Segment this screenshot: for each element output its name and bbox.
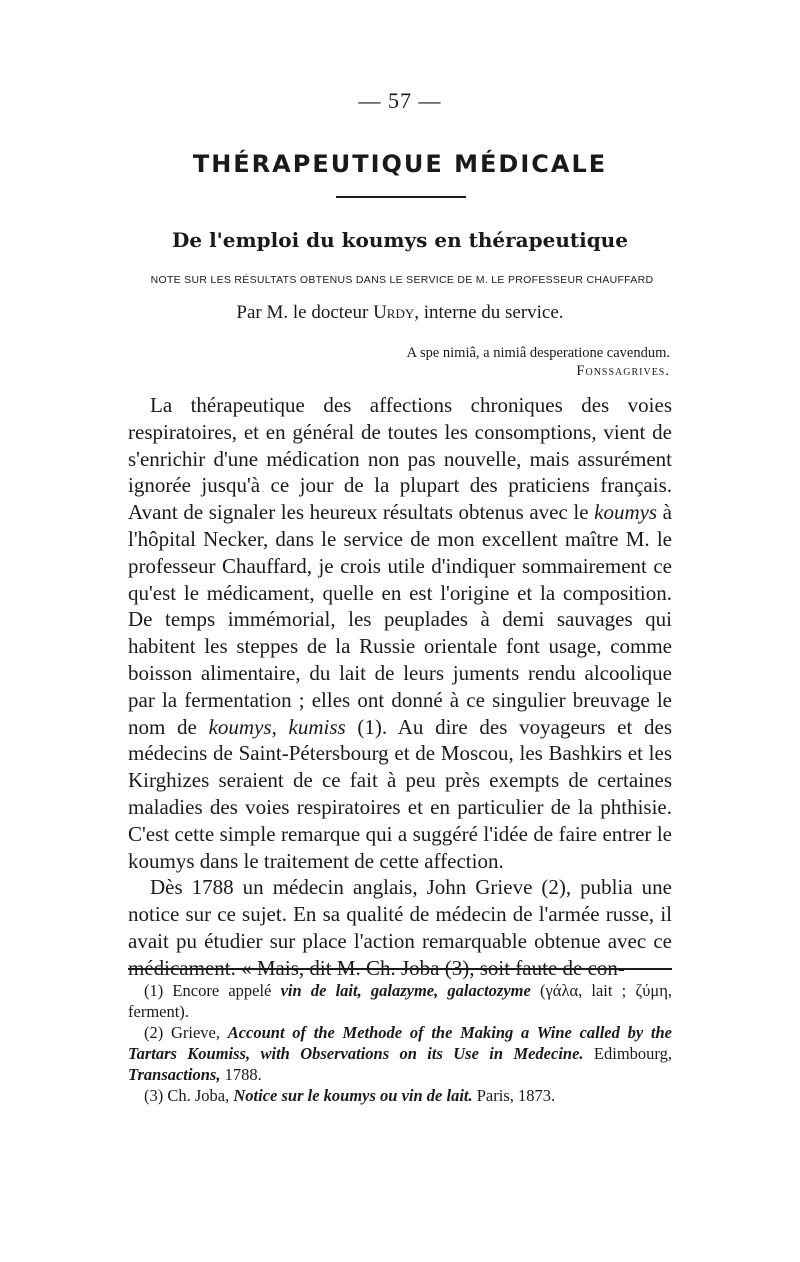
fn3-italic: Notice sur le koumys ou vin de lait.	[233, 1086, 473, 1105]
byline-suffix: , interne du service.	[414, 302, 564, 323]
paragraph-1	[128, 392, 672, 874]
page-number: — 57 —	[358, 88, 442, 113]
byline	[0, 302, 800, 324]
byline-author: Urdy	[373, 302, 415, 323]
section-title: THÉRAPEUTIQUE MÉDICALE	[192, 150, 608, 178]
p1-text-1: La thérapeutique des affections chroniques des voies respiratoires, et en général de toutes les consomptions, vient de s'enrichir d'une médication non pas nouvelle, mais assurément ignorée jusqu'à ce jour de la plupart des praticiens français. Avant de signaler les heureux résultats obtenus avec le	[128, 393, 672, 525]
epigraph-author: Fonssagrives.	[576, 363, 670, 379]
article-title: De l'emploi du koumys en thérapeutique	[172, 228, 628, 252]
title-divider	[336, 196, 466, 198]
footnote-3	[128, 1085, 672, 1106]
footnotes	[128, 980, 672, 1106]
fn1-text-1: (1) Encore appelé	[144, 981, 281, 1000]
p1-text-2: à l'hôpital Necker, dans le service de mon excellent maître M. le professeur Chauffard, je crois utile d'indiquer sommairement ce qu'est le médicament, quelle en est l'origine et la composition. De temps immémorial, les peuplades à demi sauvages qui habitent les steppes de la Russie orientale font usage, comme boisson alimentaire, du lait de leurs juments rendu alcoolique par la fermentation ; elles ont donné à ce singulier breuvage le nom de	[128, 500, 673, 739]
fn3-text-1: (3) Ch. Joba,	[144, 1086, 234, 1105]
p1-italic-2: koumys	[208, 714, 272, 739]
fn2-text-3: 1788.	[220, 1065, 262, 1084]
fn3-text-2: Paris, 1873.	[472, 1086, 556, 1105]
fn2-italic-1: Account of the Methode of the Making a Wine called by the Tartars Koumiss, with Observations on its Use in Medecine.	[128, 1023, 672, 1063]
footnote-1	[128, 980, 672, 1022]
fn2-text-2: Edimbourg,	[583, 1044, 672, 1063]
p1-text-3: ,	[271, 714, 289, 739]
note-subtitle: NOTE SUR LES RÉSULTATS OBTENUS DANS LE SERVICE DE M. LE PROFESSEUR CHAUFFARD	[150, 274, 654, 286]
fn2-italic-2: Transactions,	[128, 1065, 221, 1084]
epigraph	[407, 344, 670, 380]
p1-text-4: (1). Au dire des voyageurs et des médecins de Saint-Pétersbourg et de Moscou, les Bashkirs et les Kirghizes seraient de ce fait à peu près exempts de certaines maladies des voies respiratoires et en particulier de la phthisie. C'est cette simple remarque qui a suggéré l'idée de faire entrer le koumys dans le traitement de cette affection.	[128, 714, 673, 873]
footnote-2	[128, 1022, 672, 1085]
fn1-text-2: (γάλα, lait ; ζύμη, ferment).	[128, 981, 673, 1021]
footnote-divider	[128, 968, 672, 970]
epigraph-quote: A spe nimiâ, a nimiâ desperatione cavendum.	[406, 345, 670, 361]
p1-italic-1: koumys	[594, 500, 658, 525]
byline-prefix: Par M. le docteur	[236, 302, 374, 323]
body-text	[128, 392, 672, 982]
paragraph-2: Dès 1788 un médecin anglais, John Grieve (2), publia une notice sur ce sujet. En sa qualité de médecin de l'armée russe, il avait pu étudier sur place l'action remarquable obtenue avec ce médicament. « Mais, dit M. Ch. Joba (3), soit faute de con-	[128, 875, 672, 980]
p1-italic-3: kumiss	[288, 714, 346, 739]
fn1-italic: vin de lait, galazyme, galactozyme	[280, 981, 531, 1000]
fn2-text-1: (2) Grieve,	[144, 1023, 228, 1042]
